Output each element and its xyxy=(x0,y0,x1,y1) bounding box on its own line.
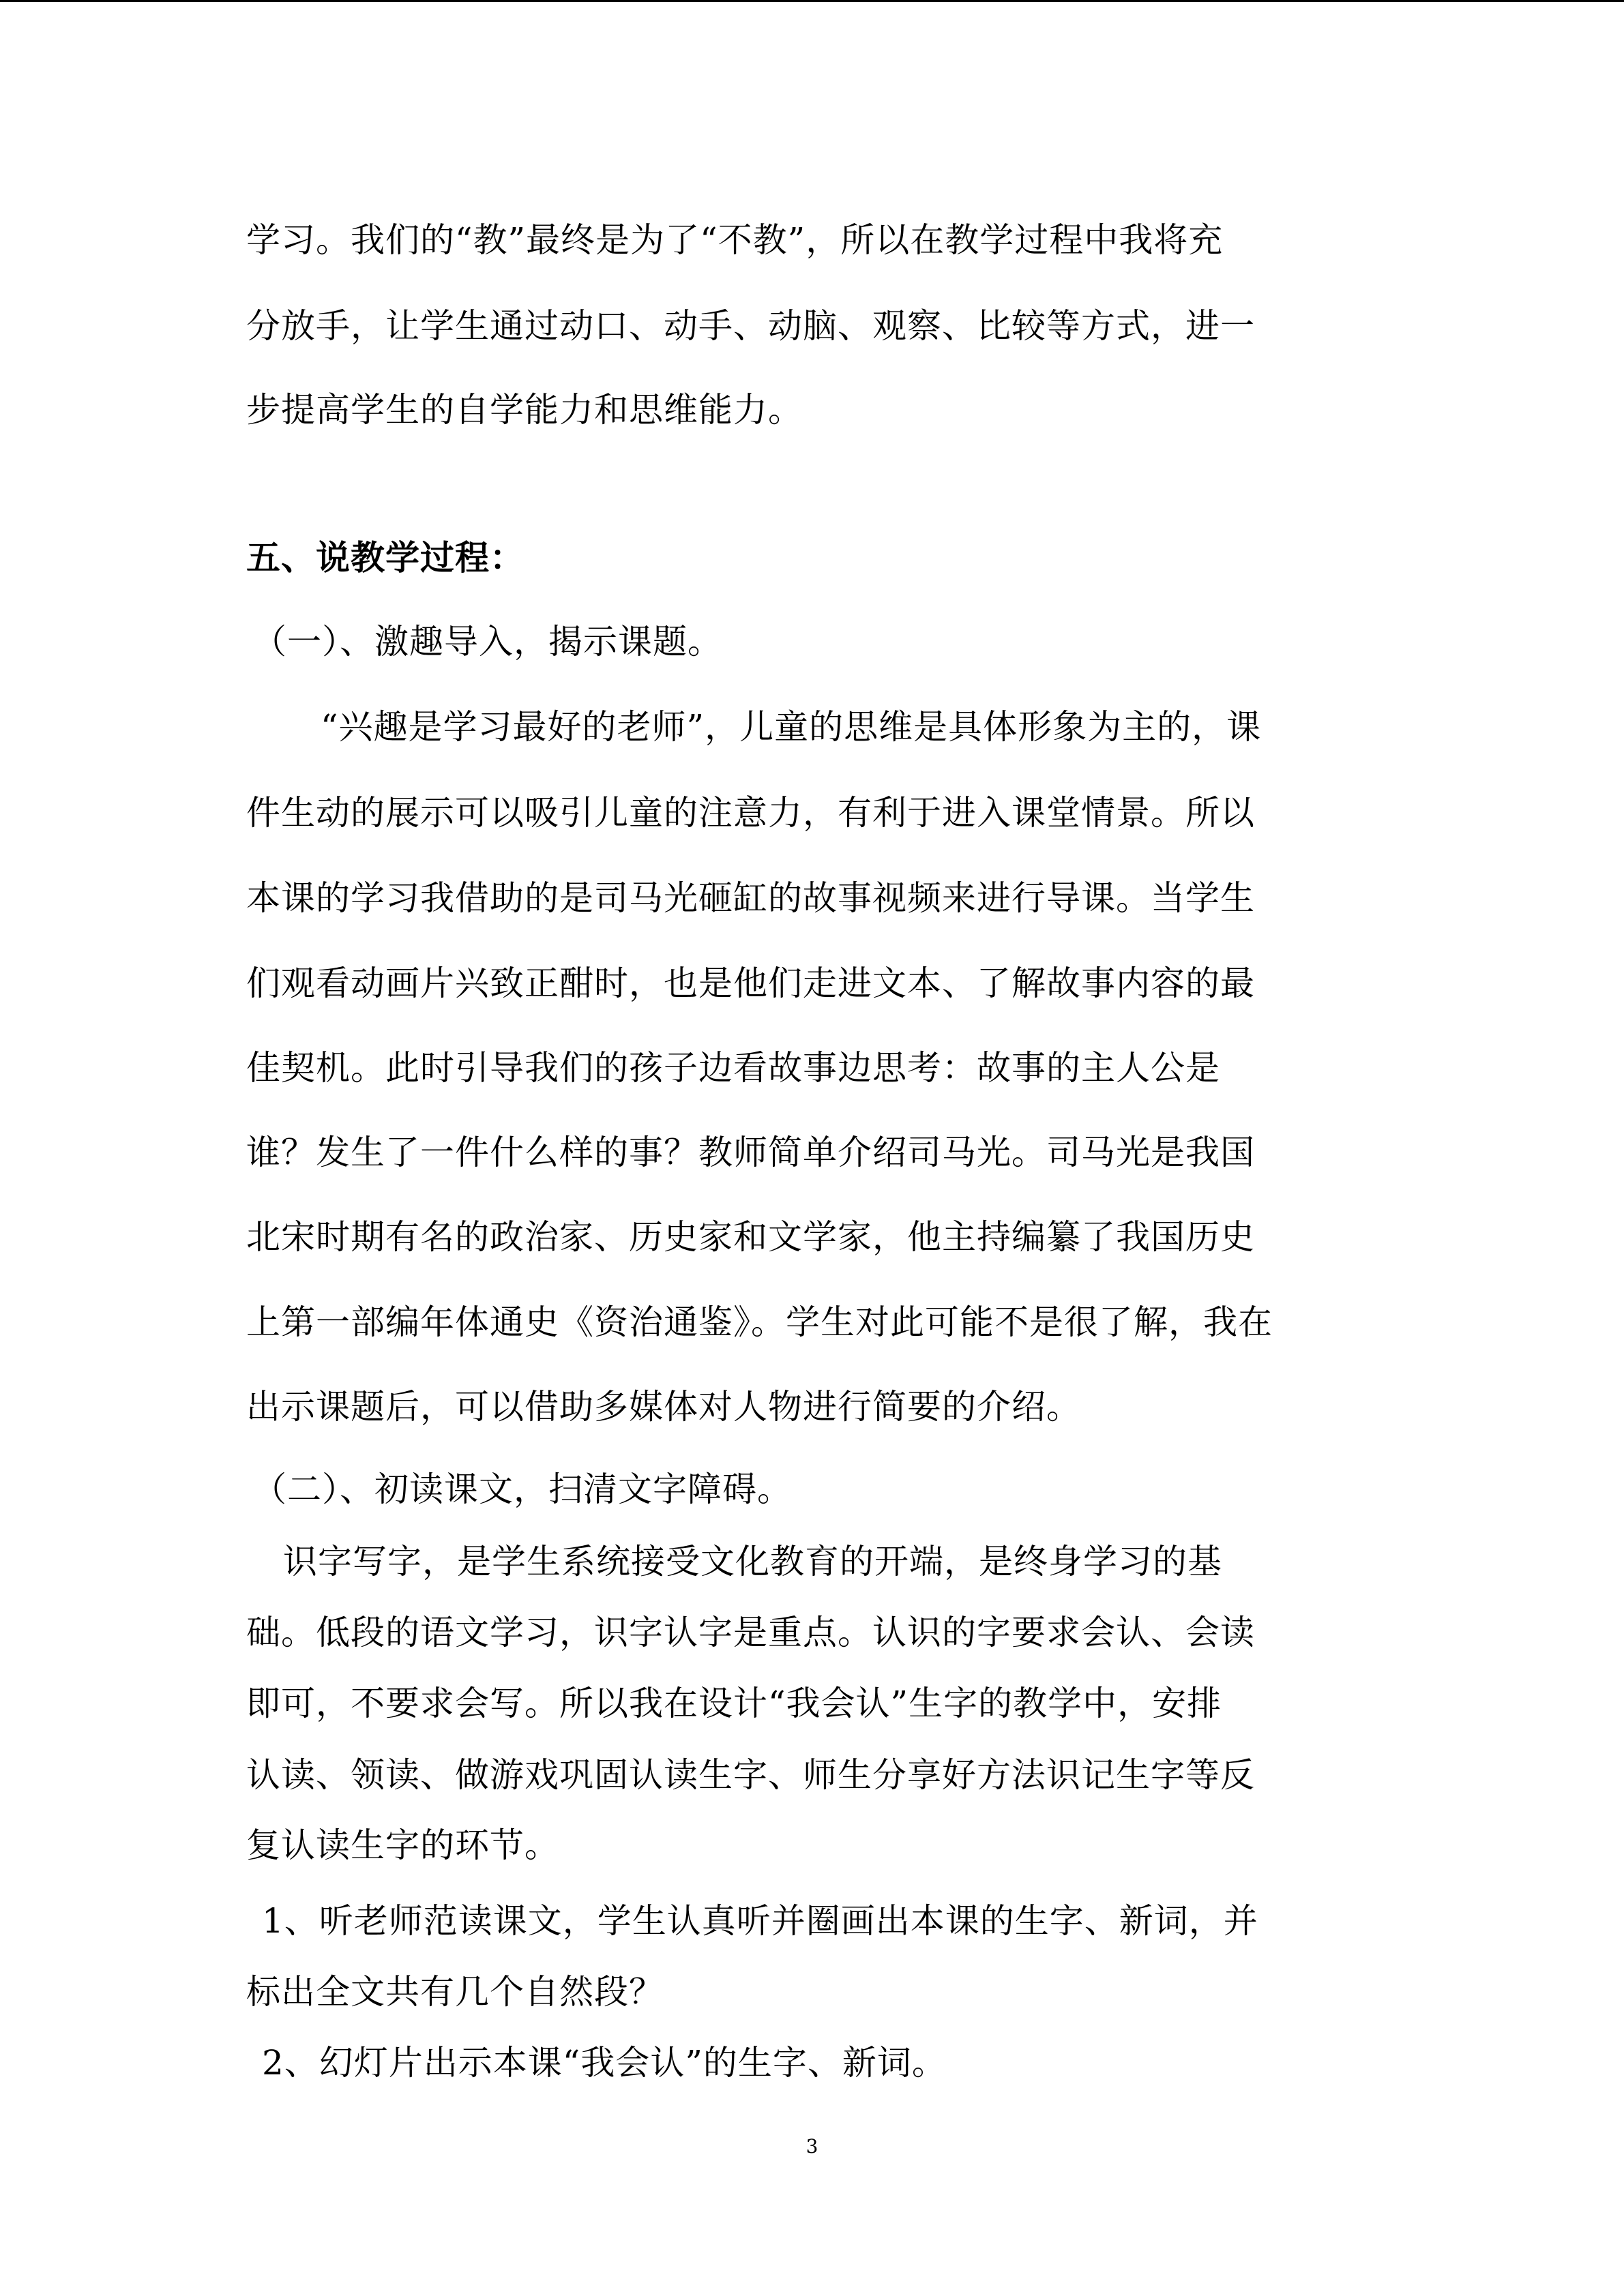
paragraph-line: 认读、领读、做游戏巩固认读生字、师生分享好方法识记生字等反 xyxy=(246,1755,1255,1795)
paragraph-line: 上第一部编年体通史《资治通鉴》。学生对此可能不是很了解，我在 xyxy=(246,1302,1273,1342)
paragraph-line: 本课的学习我借助的是司马光砸缸的故事视频来进行导课。当学生 xyxy=(246,878,1255,918)
paragraph-line: 谁？发生了一件什么样的事？教师简单介绍司马光。司马光是我国 xyxy=(246,1133,1255,1172)
step-line: 2、幻灯片出示本课“我会认”的生字、新词。 xyxy=(262,2043,947,2083)
paragraph-line: 础。低段的语文学习，识字认字是重点。认识的字要求会认、会读 xyxy=(246,1613,1255,1652)
page-top-border xyxy=(0,0,1624,2)
paragraph-line: 北宋时期有名的政治家、历史家和文学家，他主持编纂了我国历史 xyxy=(246,1217,1255,1257)
paragraph-line: 佳契机。此时引导我们的孩子边看故事边思考：故事的主人公是 xyxy=(246,1048,1220,1088)
paragraph-line: 们观看动画片兴致正酣时，也是他们走进文本、了解故事内容的最 xyxy=(246,964,1255,1003)
intro-line: 步提高学生的自学能力和思维能力。 xyxy=(246,390,803,430)
paragraph-line: 即可，不要求会写。所以我在设计“我会认”生字的教学中，安排 xyxy=(246,1684,1222,1723)
paragraph-line: 识字写字，是学生系统接受文化教育的开端，是终身学习的基 xyxy=(283,1542,1222,1581)
step-line: 标出全文共有几个自然段？ xyxy=(246,1972,664,2012)
subsection-title: （二）、初读课文，扫清文字障碍。 xyxy=(252,1470,792,1509)
step-line: 1、听老师范读课文，学生认真听并圈画出本课的生字、新词，并 xyxy=(262,1901,1258,1941)
page-number: 3 xyxy=(806,2135,818,2158)
intro-line: 学习。我们的“教”最终是为了“不教”，所以在教学过程中我将充 xyxy=(246,220,1224,260)
paragraph-line: 出示课题后，可以借助多媒体对人物进行简要的介绍。 xyxy=(246,1387,1081,1427)
subsection-title: （一）、激趣导入，揭示课题。 xyxy=(252,622,722,661)
paragraph-line: 复认读生字的环节。 xyxy=(246,1825,559,1865)
intro-line: 分放手，让学生通过动口、动手、动脑、观察、比较等方式，进一 xyxy=(246,306,1255,346)
paragraph-line: “兴趣是学习最好的老师”，儿童的思维是具体形象为主的，课 xyxy=(321,707,1262,747)
paragraph-line: 件生动的展示可以吸引儿童的注意力，有利于进入课堂情景。所以 xyxy=(246,793,1255,833)
section-heading: 五、说教学过程： xyxy=(246,537,525,578)
